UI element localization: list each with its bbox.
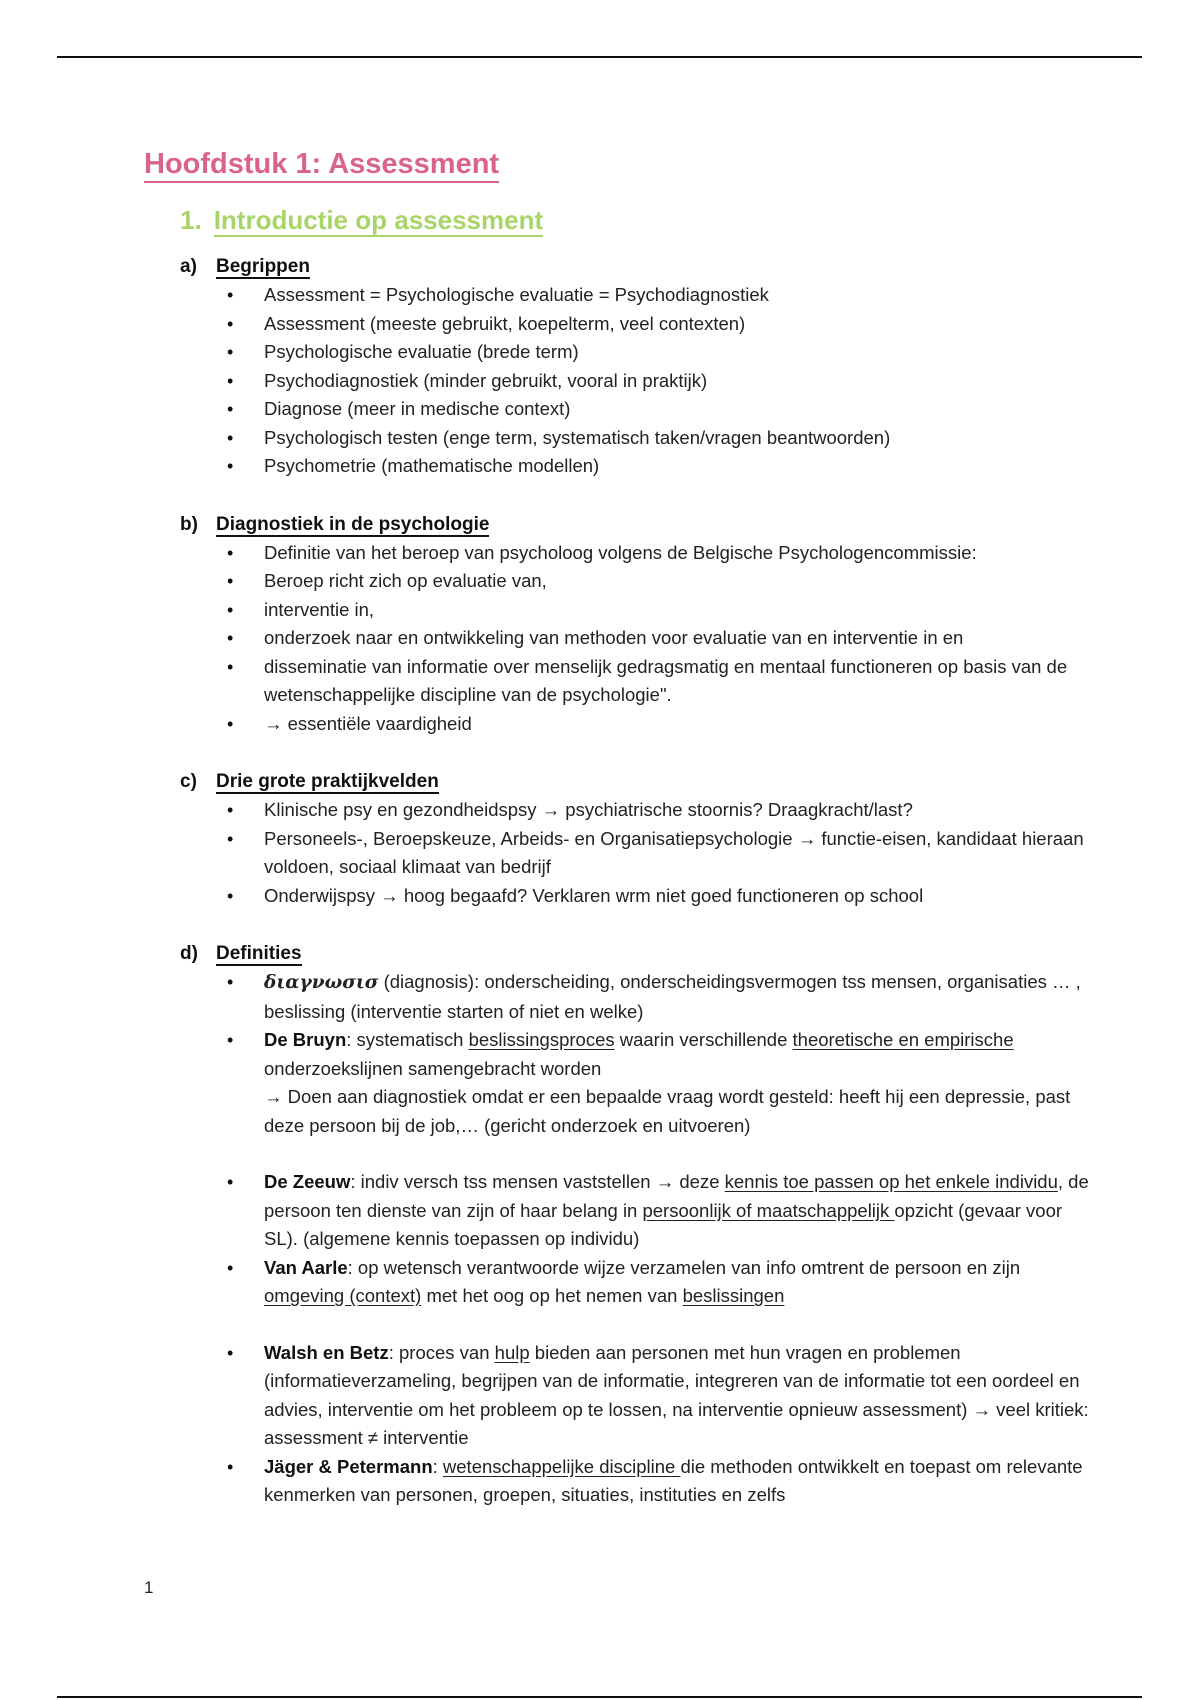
bullet-list xyxy=(144,281,1094,481)
list-item: • interventie in, xyxy=(264,596,1094,625)
subsection-definities xyxy=(144,940,1094,1510)
definition-text: : systematisch xyxy=(346,1029,469,1050)
section-number: 1. xyxy=(180,205,202,235)
subsection-heading xyxy=(180,253,1094,281)
list-item-van-aarle xyxy=(264,1254,1094,1311)
definition-text: bieden aan personen met hun vragen en problemen (informatieverzameling, begrijpen van de informatie, integreren van de informatie tot een oordeel en advies, interventie om het probleem op te lossen, na interventie opnieuw assessment) → veel kritiek: assessment ≠ interventie xyxy=(264,1341,1089,1448)
bullet-list xyxy=(144,539,1094,739)
underlined-term: beslissingsproces xyxy=(468,1029,615,1050)
list-item: • Psychometrie (mathematische modellen) xyxy=(264,452,1094,481)
list-item-diagnosis xyxy=(264,968,1094,1026)
underlined-term: kennis toe passen op het enkele individu xyxy=(724,1171,1058,1192)
header-rule xyxy=(57,56,1142,58)
underlined-term: hulp xyxy=(494,1341,530,1363)
definition-text: die methoden ontwikkelt en toepast om relevante kenmerken van personen, groepen, situaties, instituties en zelfs xyxy=(264,1455,1083,1505)
definition-text: (diagnosis): onderscheiding, onderscheidingsvermogen tss mensen, organisaties … , beslissing (interventie starten of niet en welke) xyxy=(264,971,1081,1022)
underlined-term: persoonlijk of maatschappelijk xyxy=(642,1199,895,1221)
author-name: Walsh en Betz xyxy=(264,1341,389,1363)
bullet-list xyxy=(144,796,1094,910)
author-name: De Bruyn xyxy=(264,1029,347,1050)
definition-text: : indiv versch tss mensen vaststellen → deze xyxy=(350,1171,725,1192)
underlined-term: omgeving (context) xyxy=(264,1285,422,1306)
author-name: Jäger & Petermann xyxy=(264,1455,433,1477)
definition-text: onderzoekslijnen samengebracht worden xyxy=(264,1057,602,1079)
list-item-jager-petermann xyxy=(264,1453,1094,1510)
list-item: • Beroep richt zich op evaluatie van, xyxy=(264,567,1094,596)
list-item: • Psychologisch testen (enge term, systematisch taken/vragen beantwoorden) xyxy=(264,424,1094,453)
list-item: • Diagnose (meer in medische context) xyxy=(264,395,1094,424)
list-item: • Klinische psy en gezondheidspsy → psychiatrische stoornis? Draagkracht/last? xyxy=(264,796,1094,825)
subsection-letter: b) xyxy=(180,513,198,535)
subsection-letter: d) xyxy=(180,943,198,964)
subsection-letter: c) xyxy=(180,771,197,792)
chapter-heading: Hoofdstuk 1: Assessment xyxy=(144,148,499,183)
underlined-term: theoretische en empirische xyxy=(792,1029,1014,1050)
definition-text: : proces van xyxy=(388,1341,495,1363)
subsection-begrippen xyxy=(144,253,1094,481)
subsection-diagnostiek xyxy=(144,511,1094,739)
bullet-list xyxy=(144,968,1094,1510)
list-item: • → essentiële vaardigheid xyxy=(264,710,1094,739)
list-item-walsh-betz xyxy=(264,1339,1094,1453)
list-item: • Assessment = Psychologische evaluatie = Psychodiagnostiek xyxy=(264,281,1094,310)
subsection-heading xyxy=(180,940,1094,968)
section-title: Introductie op assessment xyxy=(213,205,544,235)
author-name: De Zeeuw xyxy=(264,1171,351,1192)
definition-text: : xyxy=(432,1455,443,1477)
list-item: • Onderwijspsy → hoog begaafd? Verklaren wrm niet goed functioneren op school xyxy=(264,882,1094,911)
definition-note: → Doen aan diagnostiek omdat er een bepaalde vraag wordt gesteld: heeft hij een depressie, past deze persoon bij de job,… (gericht onderzoek en uitvoeren) xyxy=(264,1086,1071,1136)
definition-text: waarin verschillende xyxy=(614,1029,793,1050)
subsection-title: Definities xyxy=(216,943,302,964)
list-item-de-zeeuw xyxy=(264,1168,1094,1254)
definition-text: met het oog op het nemen van xyxy=(421,1285,683,1306)
list-item: • Definitie van het beroep van psycholoog volgens de Belgische Psychologencommissie: xyxy=(264,539,1094,568)
subsection-title: Drie grote praktijkvelden xyxy=(216,771,439,792)
section-heading xyxy=(180,205,1094,235)
subsection-letter: a) xyxy=(180,256,197,277)
author-name: Van Aarle xyxy=(264,1256,348,1278)
list-item: • Psychodiagnostiek (minder gebruikt, vooral in praktijk) xyxy=(264,367,1094,396)
footer-rule xyxy=(57,1696,1142,1698)
underlined-term: beslissingen xyxy=(682,1285,785,1306)
list-item: • onderzoek naar en ontwikkeling van methoden voor evaluatie van en interventie in en xyxy=(264,624,1094,653)
definition-text: , de persoon ten dienste van zijn of haar belang in xyxy=(264,1171,1089,1221)
subsection-heading xyxy=(180,768,1094,796)
definition-text: : op wetensch verantwoorde wijze verzamelen van info omtrent de persoon en zijn xyxy=(347,1256,1021,1278)
page-number: 1 xyxy=(144,1578,154,1597)
underlined-term: wetenschappelijke discipline xyxy=(442,1455,681,1477)
subsection-title: Diagnostiek in de psychologie xyxy=(216,513,490,535)
list-item-de-bruyn xyxy=(264,1026,1094,1140)
subsection-title: Begrippen xyxy=(216,256,310,277)
list-item: • disseminatie van informatie over menselijk gedragsmatig en mentaal functioneren op basis van de wetenschappelijke discipline van de psychologie". xyxy=(264,653,1094,710)
subsection-praktijkvelden xyxy=(144,768,1094,910)
list-item: • Personeels-, Beroepskeuze, Arbeids- en Organisatiepsychologie → functie-eisen, kandidaat hieraan voldoen, sociaal klimaat van bedrijf xyxy=(264,825,1094,882)
document-body xyxy=(144,148,1094,1510)
greek-term: διαγνωσισ xyxy=(264,972,379,993)
subsection-heading xyxy=(180,511,1094,539)
list-item: • Assessment (meeste gebruikt, koepelterm, veel contexten) xyxy=(264,310,1094,339)
list-item: • Psychologische evaluatie (brede term) xyxy=(264,338,1094,367)
definition-text: opzicht (gevaar voor SL). (algemene kennis toepassen op individu) xyxy=(264,1199,1063,1249)
